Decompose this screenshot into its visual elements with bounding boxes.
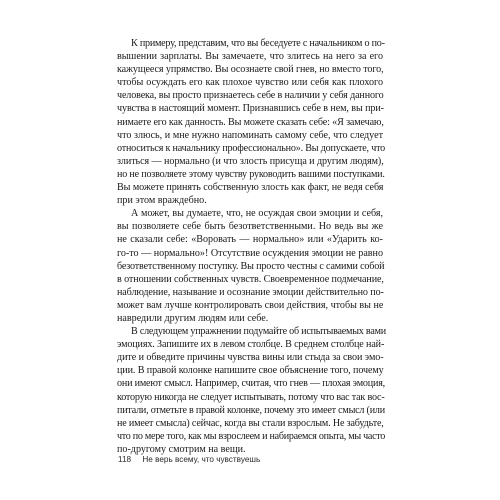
text-line: по-другому смотрим на вещи. [117, 443, 246, 455]
text-line: наблюдение, называние и осознание эмоции действительно по- [117, 286, 384, 298]
text-line: навредили другим людям или себе. [117, 312, 269, 324]
page-footer [118, 455, 260, 464]
running-title: Не верь всему, что чувствуешь [142, 455, 261, 464]
text-line: кажущееся упрямство. Вы осознаете свой гнев, но вместо того, [117, 64, 384, 76]
text-line: которую никогда не следует испытывать, потому что вас так вос- [117, 391, 385, 403]
text-line: может вам лучше контролировать свои действия, чтобы вы не [117, 299, 384, 311]
text-line: в отношении собственных чувств. Своевременное подмечание, [117, 273, 384, 285]
page-number: 118 [118, 455, 132, 464]
paragraph-3 [117, 325, 386, 456]
text-line: они имеют смысл. Например, считая, что гнев — плохая эмоция, [117, 378, 386, 390]
text-line: чувства в настоящий момент. Признавшись себе в нем, вы при- [117, 103, 384, 115]
text-line: В следующем упражнении подумайте об испытываемых вами [131, 326, 386, 338]
paragraph-2 [117, 207, 383, 325]
text-line: при этом враждебно. [117, 195, 207, 207]
text-line: вы позволяете себе быть безответственными. Но ведь вы же [117, 221, 383, 233]
text-line: дите и обведите причины чувства вины или стыда за свои эмо- [117, 352, 384, 364]
text-line: не сказали себе: «Воровать — нормально» или «Ударить ко- [117, 234, 383, 246]
text-line: что по мере того, как мы взрослеем и набираемся опыта, мы часто [117, 430, 386, 442]
text-line: К примеру, представим, что вы беседуете с начальником о по- [131, 38, 385, 49]
text-line: но не позволяете этому чувству руководить вашими поступками. [117, 168, 385, 180]
text-line: чтобы осуждать его как плохое чувство или себя как плохого [117, 77, 383, 89]
text-line: Вы можете принять собственную злость как факт, не ведя себя [117, 182, 384, 194]
text-line: ции. В правой колонке напишите свое объяснение того, почему [117, 365, 384, 377]
text-line: относиться к начальнику профессионально». Вы допускаете, что [117, 142, 386, 154]
text-line: нимаете его как данность. Вы можете сказать себе: «Я замечаю, [117, 116, 384, 128]
text-line: А может, вы думаете, что, не осуждая свои эмоции и себя, [131, 208, 383, 220]
paragraph-1 [117, 37, 386, 207]
text-line: не имеет смысла) сейчас, когда вы стали взрослым. Не забудьте, [117, 417, 384, 429]
page-body [117, 37, 386, 456]
text-line: безответственному поступку. Вы просто честны с самими собой [117, 260, 385, 272]
text-line: го-то — нормально»! Отсутствие осуждения эмоции не равно [117, 247, 383, 259]
text-line: человека, вы просто признаетесь себе в наличии у себя данного [117, 90, 384, 102]
text-line: что злюсь, и мне нужно напоминать самому себе, что следует [117, 129, 383, 141]
text-line: эмоциях. Запишите их в левом столбце. В среднем столбце най- [117, 339, 385, 351]
text-line: злиться — нормально (и что злость присуща и другим людям), [117, 155, 384, 167]
text-line: вышении зарплаты. Вы замечаете, что злитесь на него за его [117, 51, 383, 63]
text-line: питали, отметьте в правой колонке, почему это имеет смысл (или [117, 404, 385, 416]
